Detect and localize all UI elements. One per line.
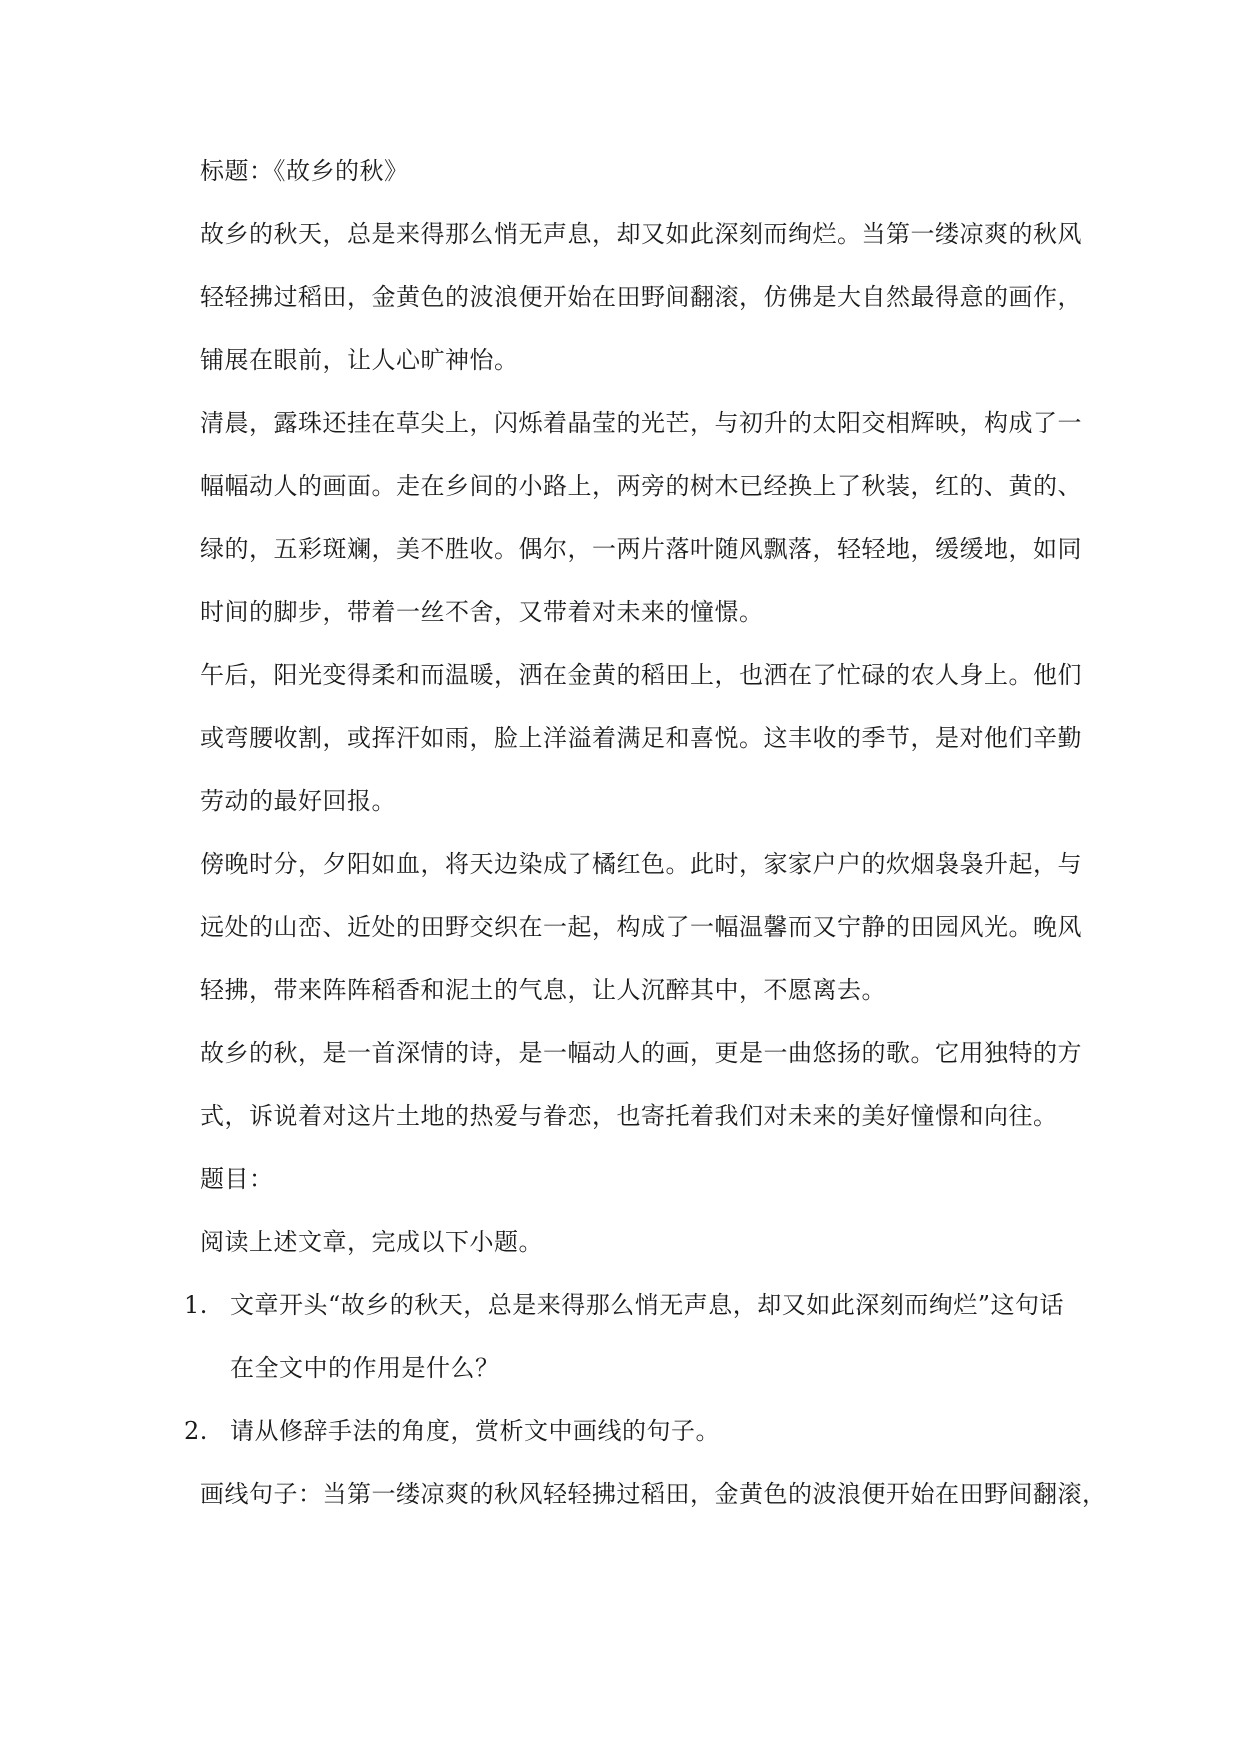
paragraph-2 <box>200 392 1100 644</box>
paragraph-line: 绿的，五彩斑斓，美不胜收。偶尔，一两片落叶随风飘落，轻轻地，缓缓地，如同 <box>200 535 1082 563</box>
question-number: 1. <box>184 1291 208 1319</box>
paragraph-4 <box>200 833 1100 1022</box>
paragraph-line: 铺展在眼前，让人心旷神怡。 <box>200 346 519 374</box>
paragraph-line: 故乡的秋天，总是来得那么悄无声息，却又如此深刻而绚烂。当第一缕凉爽的秋风 <box>200 220 1082 248</box>
question-text: 在全文中的作用是什么？ <box>230 1354 500 1382</box>
paragraph-line: 或弯腰收割，或挥汗如雨，脸上洋溢着满足和喜悦。这丰收的季节，是对他们辛勤 <box>200 724 1082 752</box>
paragraph-line: 式，诉说着对这片土地的热爱与眷恋，也寄托着我们对未来的美好憧憬和向往。 <box>200 1102 1058 1130</box>
paragraph-line: 劳动的最好回报。 <box>200 787 396 815</box>
document-title: 标题：《故乡的秋》 <box>200 157 409 185</box>
question-2 <box>184 1400 1100 1463</box>
document-body <box>184 140 1107 1526</box>
paragraph-line: 午后，阳光变得柔和而温暖，洒在金黄的稻田上，也洒在了忙碌的农人身上。他们 <box>200 661 1082 689</box>
paragraph-line: 傍晚时分，夕阳如血，将天边染成了橘红色。此时，家家户户的炊烟袅袅升起，与 <box>200 850 1082 878</box>
paragraph-line: 清晨，露珠还挂在草尖上，闪烁着晶莹的光芒，与初升的太阳交相辉映，构成了一 <box>200 409 1082 437</box>
paragraph-line: 轻拂，带来阵阵稻香和泥土的气息，让人沉醉其中，不愿离去。 <box>200 976 886 1004</box>
question-text: 文章开头“故乡的秋天，总是来得那么悄无声息，却又如此深刻而绚烂”这句话 <box>230 1291 1065 1319</box>
paragraph-line: 幅幅动人的画面。走在乡间的小路上，两旁的树木已经换上了秋装，红的、黄的、 <box>200 472 1082 500</box>
instruction-text: 阅读上述文章，完成以下小题。 <box>200 1228 543 1256</box>
paragraph-5 <box>200 1022 1100 1148</box>
paragraph-line: 远处的山峦、近处的田野交织在一起，构成了一幅温馨而又宁静的田园风光。晚风 <box>200 913 1082 941</box>
paragraph-1 <box>200 203 1100 392</box>
question-1 <box>184 1274 1100 1400</box>
question-number: 2. <box>184 1417 208 1445</box>
paragraph-3 <box>200 644 1100 833</box>
paragraph-line: 时间的脚步，带着一丝不舍，又带着对未来的憧憬。 <box>200 598 764 626</box>
underlined-sentence: 画线句子：当第一缕凉爽的秋风轻轻拂过稻田，金黄色的波浪便开始在田野间翻滚， <box>200 1480 1107 1508</box>
paragraph-line: 故乡的秋，是一首深情的诗，是一幅动人的画，更是一曲悠扬的歌。它用独特的方 <box>200 1039 1082 1067</box>
questions-heading: 题目： <box>200 1165 274 1193</box>
question-text: 请从修辞手法的角度，赏析文中画线的句子。 <box>230 1417 720 1445</box>
paragraph-line: 轻轻拂过稻田，金黄色的波浪便开始在田野间翻滚，仿佛是大自然最得意的画作， <box>200 283 1082 311</box>
